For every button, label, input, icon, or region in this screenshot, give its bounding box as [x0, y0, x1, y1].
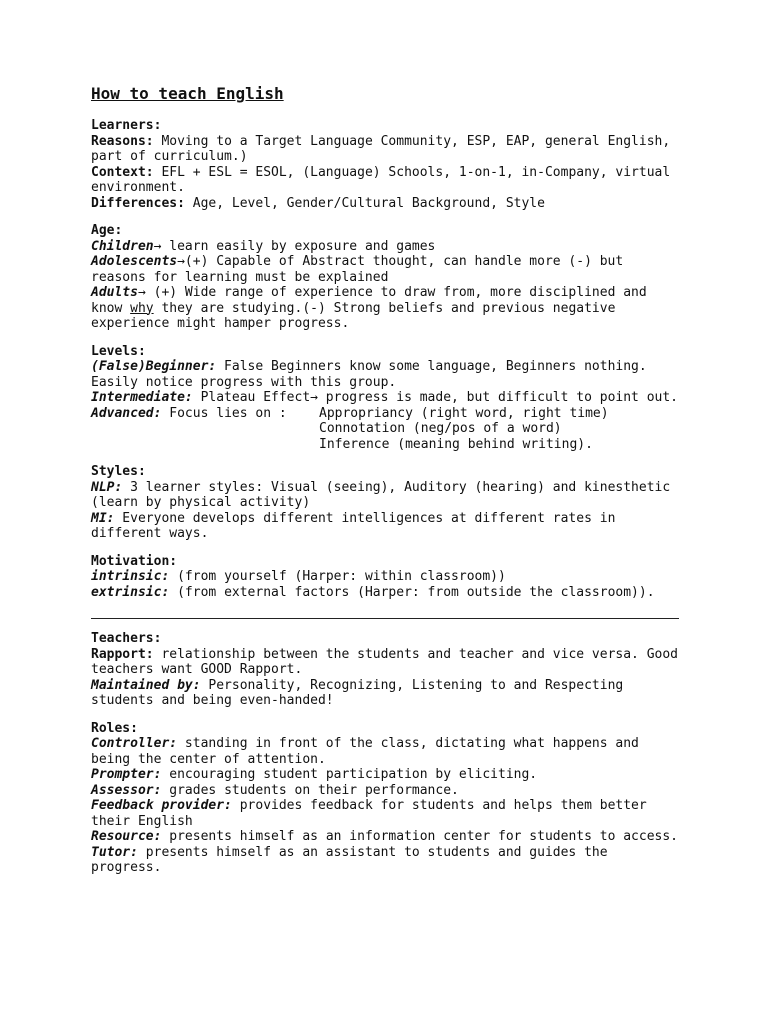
nlp-label: NLP: — [91, 479, 123, 495]
resource-entry — [91, 829, 681, 845]
adolescents-entry — [91, 254, 681, 285]
beginner-text: False Beginners know some language, Beginners nothing. Easily notice progress with this group. — [91, 359, 647, 390]
extrinsic-entry — [91, 585, 681, 601]
maintained-entry — [91, 678, 681, 709]
section-divider — [91, 618, 679, 619]
adolescents-text: →(+) Capable of Abstract thought, can handle more (-) but reasons for learning must be explained — [91, 254, 624, 285]
intrinsic-entry — [91, 569, 681, 585]
rapport-text: relationship between the students and teacher and vice versa. Good teachers want GOOD Rapport. — [91, 646, 679, 677]
differences-label: Differences: — [91, 195, 185, 211]
advanced-label: Advanced: — [91, 405, 162, 421]
intrinsic-text: (from yourself (Harper: within classroom)) — [169, 569, 506, 584]
advanced-entry — [91, 406, 681, 453]
advanced-item: Connotation (neg/pos of a word) — [319, 421, 562, 436]
prompter-label: Prompter: — [91, 767, 162, 782]
adults-entry — [91, 285, 681, 332]
teachers-heading: Teachers: — [91, 631, 162, 646]
learners-heading: Learners: — [91, 118, 162, 133]
tutor-entry — [91, 845, 681, 876]
motivation-heading: Motivation: — [91, 553, 178, 569]
intrinsic-label: intrinsic: — [91, 569, 170, 584]
assessor-text: grades students on their performance. — [161, 782, 459, 798]
nlp-text: 3 learner styles: Visual (seeing), Auditory (hearing) and kinesthetic (learn by physical activity) — [91, 479, 671, 510]
nlp-entry — [91, 480, 681, 511]
mi-label: MI: — [91, 510, 115, 526]
rapport-label: Rapport: — [91, 646, 154, 662]
adolescents-label: Adolescents — [91, 254, 178, 269]
resource-label: Resource: — [91, 829, 162, 844]
extrinsic-label: extrinsic: — [91, 584, 170, 600]
reasons-label: Reasons: — [91, 133, 154, 149]
reasons-text: Moving to a Target Language Community, ESP, EAP, general English, part of curriculum.) — [91, 133, 671, 164]
adults-label: Adults — [91, 285, 138, 300]
children-entry — [91, 239, 681, 255]
intermediate-text: Plateau Effect→ progress is made, but difficult to point out. — [192, 390, 679, 405]
assessor-label: Assessor: — [91, 782, 162, 798]
beginner-label: (False)Beginner: — [91, 359, 217, 374]
styles-heading: Styles: — [91, 464, 146, 479]
advanced-text: Focus lies on : — [161, 405, 287, 421]
rapport-entry — [91, 647, 681, 678]
maintained-text: Personality, Recognizing, Listening to and Respecting students and being even-handed! — [91, 677, 624, 708]
resource-text: presents himself as an information center for students to access. — [161, 829, 679, 844]
assessor-entry — [91, 783, 681, 799]
adults-text-before: → (+) Wide range of experience to draw from, more disciplined and know — [91, 285, 647, 316]
feedback-label: Feedback provider: — [91, 798, 232, 813]
context-entry — [91, 165, 681, 196]
advanced-item: Appropriancy (right word, right time) — [319, 405, 609, 421]
differences-text: Age, Level, Gender/Cultural Background, Style — [184, 195, 545, 211]
children-text: → learn easily by exposure and games — [153, 238, 436, 254]
intermediate-label: Intermediate: — [91, 390, 193, 405]
controller-text: standing in front of the class, dictating what happens and being the center of attention. — [91, 736, 639, 767]
adults-underlined-word: why — [130, 300, 154, 316]
prompter-text: encouraging student participation by eliciting. — [161, 767, 538, 782]
context-text: EFL + ESL = ESOL, (Language) Schools, 1-on-1, in-Company, virtual environment. — [91, 164, 671, 195]
maintained-label: Maintained by: — [91, 677, 201, 693]
mi-text: Everyone develops different intelligences at different rates in different ways. — [91, 510, 616, 541]
feedback-entry — [91, 798, 681, 829]
prompter-entry — [91, 767, 681, 783]
reasons-entry — [91, 134, 681, 165]
tutor-label: Tutor: — [91, 844, 138, 860]
extrinsic-text: (from external factors (Harper: from outside the classroom)). — [169, 584, 655, 600]
levels-heading: Levels: — [91, 343, 146, 359]
intermediate-entry — [91, 390, 681, 406]
controller-label: Controller: — [91, 736, 178, 751]
beginner-entry — [91, 359, 681, 390]
children-label: Children — [91, 238, 154, 254]
mi-entry — [91, 511, 681, 542]
feedback-text: provides feedback for students and helps them better their English — [91, 798, 647, 829]
roles-heading: Roles: — [91, 720, 138, 736]
document-page — [91, 84, 681, 876]
age-heading: Age: — [91, 223, 123, 238]
advanced-item: Inference (meaning behind writing). — [319, 436, 593, 452]
tutor-text: presents himself as an assistant to students and guides the progress. — [91, 844, 608, 875]
context-label: Context: — [91, 164, 154, 180]
document-title: How to teach English — [91, 84, 284, 103]
adults-text-after: they are studying.(-) Strong beliefs and previous negative experience might hamper progress. — [91, 300, 616, 331]
controller-entry — [91, 736, 681, 767]
differences-entry — [91, 196, 681, 212]
